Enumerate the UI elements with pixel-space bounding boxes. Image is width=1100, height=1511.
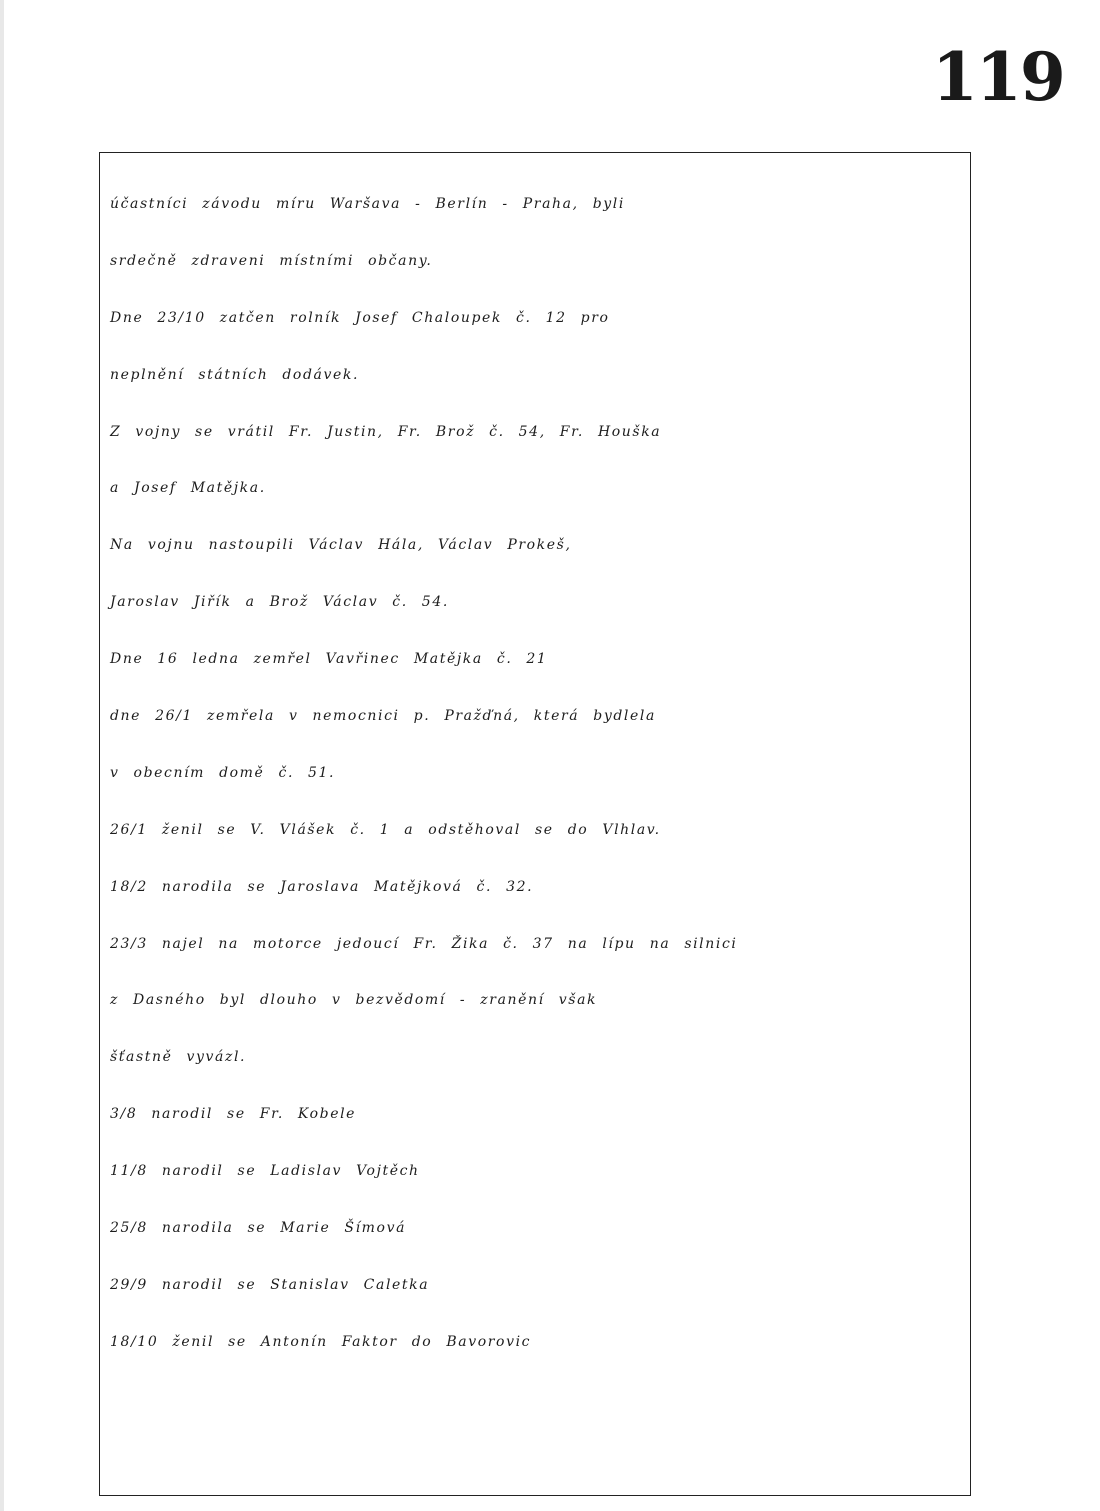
entry-line: Z vojny se vrátil Fr. Justin, Fr. Brož č. 54, Fr. Houška: [110, 423, 662, 440]
entry-line: z Dasného byl dlouho v bezvědomí - zranění však: [110, 992, 598, 1009]
entry-line: 29/9 narodil se Stanislav Caletka: [110, 1276, 430, 1293]
entry-line: Dne 23/10 zatčen rolník Josef Chaloupek č. 12 pro: [110, 309, 610, 326]
entry-line: 18/10 ženil se Antonín Faktor do Bavorovic: [110, 1333, 532, 1350]
entry-line: 3/8 narodil se Fr. Kobele: [110, 1106, 357, 1123]
page-number-stamp: 119: [932, 38, 1064, 116]
entry-line: Dne 16 ledna zemřel Vavřinec Matějka č. 21: [110, 651, 548, 668]
entry-line: 25/8 narodila se Marie Šímová: [110, 1220, 407, 1237]
entry-line: účastníci závodu míru Waršava - Berlín - Praha, byli: [110, 196, 625, 212]
entry-line: dne 26/1 zemřela v nemocnici p. Pražďná, která bydlela: [110, 708, 656, 725]
entry-line: 18/2 narodila se Jaroslava Matějková č. 32.: [110, 878, 534, 895]
entry-line: neplnění státních dodávek.: [110, 366, 359, 383]
entry-line: šťastně vyvázl.: [110, 1049, 247, 1066]
scan-edge: [0, 0, 4, 1511]
entry-line: srdečně zdraveni místními občany.: [110, 252, 433, 269]
entry-line: v obecním domě č. 51.: [110, 764, 336, 781]
entry-line: 23/3 najel na motorce jedoucí Fr. Žika č. 37 na lípu na silnici: [110, 935, 738, 952]
entry-line: Jaroslav Jiřík a Brož Václav č. 54.: [110, 594, 449, 611]
entry-line: 11/8 narodil se Ladislav Vojtěch: [110, 1163, 420, 1180]
entry-line: a Josef Matějka.: [110, 480, 266, 497]
entry-line: Na vojnu nastoupili Václav Hála, Václav Prokeš,: [110, 537, 572, 554]
chronicle-entries: [110, 176, 970, 1371]
entry-line: 26/1 ženil se V. Vlášek č. 1 a odstěhoval se do Vlhlav.: [110, 821, 661, 838]
